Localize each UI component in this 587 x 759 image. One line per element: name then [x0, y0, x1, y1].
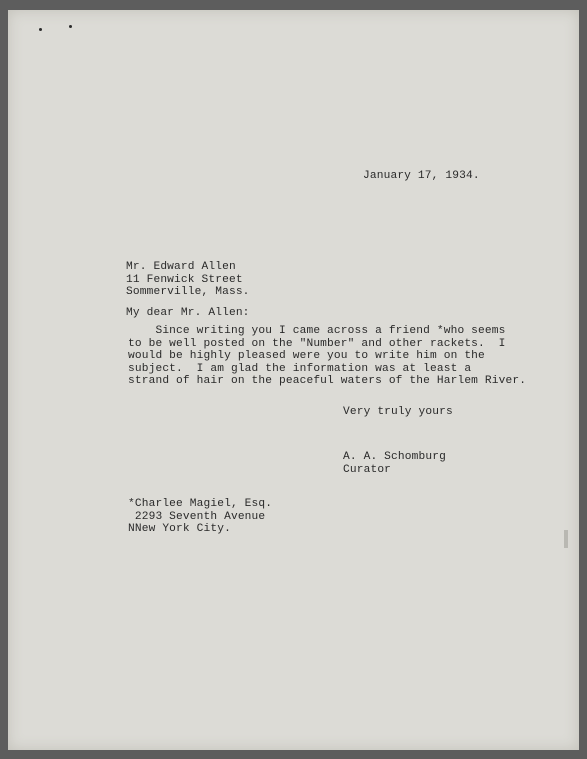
- recipient-name: Mr. Edward Allen: [126, 261, 236, 273]
- paper-speck: [39, 28, 42, 31]
- footnote-street: 2293 Seventh Avenue: [128, 510, 266, 523]
- footnote-city: NNew York City.: [128, 523, 231, 536]
- closing: Very truly yours: [343, 406, 453, 418]
- paper-speck: [69, 25, 72, 28]
- letter-date: January 17, 1934.: [363, 170, 480, 182]
- letter-page: [8, 10, 579, 750]
- body-line: Since writing you I came across a friend *who seems: [128, 325, 506, 337]
- recipient-city: Sommerville, Mass.: [126, 286, 250, 299]
- body-line: to be well posted on the "Number" and other rackets. I: [128, 337, 506, 350]
- signature-name: A. A. Schomburg: [343, 451, 446, 463]
- recipient-street: 11 Fenwick Street: [126, 273, 243, 286]
- body-line: strand of hair on the peaceful waters of the Harlem River.: [128, 375, 527, 388]
- signature-title: Curator: [343, 463, 392, 476]
- paper-blemish: [564, 530, 568, 548]
- body-line: would be highly pleased were you to write him on the: [128, 350, 485, 363]
- footnote-name: *Charlee Magiel, Esq.: [128, 498, 273, 510]
- body-line: subject. I am glad the information was at least a: [128, 362, 472, 375]
- salutation: My dear Mr. Allen:: [126, 307, 250, 319]
